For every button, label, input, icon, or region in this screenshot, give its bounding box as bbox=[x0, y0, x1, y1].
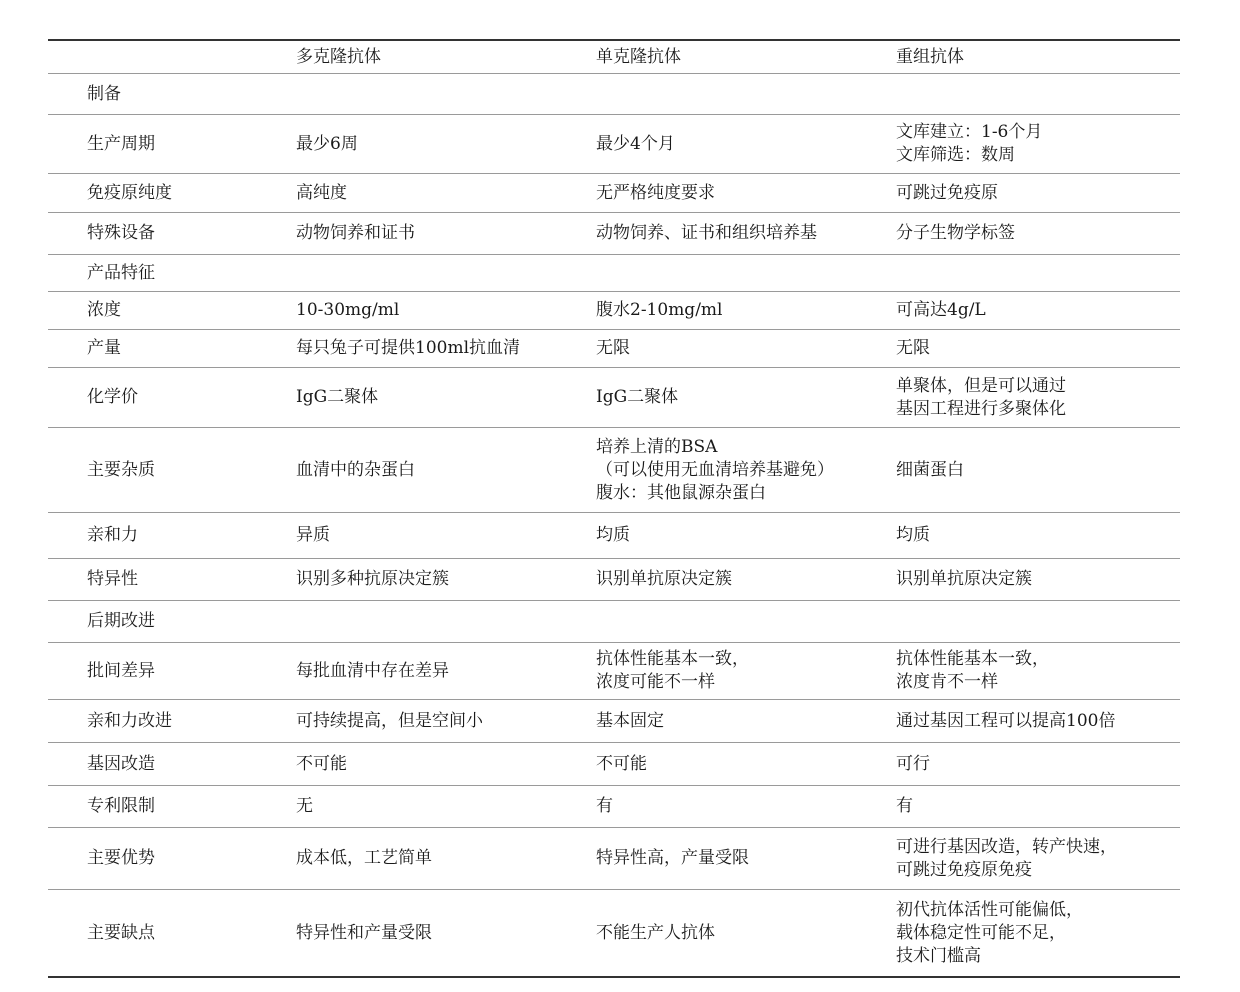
polyclonal-cell: 无 bbox=[296, 796, 313, 816]
row-label: 浓度 bbox=[87, 300, 121, 320]
header-row bbox=[48, 41, 1180, 74]
recombinant-cell: 有 bbox=[896, 796, 913, 816]
polyclonal-cell: 异质 bbox=[296, 525, 330, 545]
table-row bbox=[48, 330, 1180, 368]
table-row bbox=[48, 786, 1180, 828]
row-label: 批间差异 bbox=[87, 660, 155, 681]
recombinant-cell: 分子生物学标签 bbox=[896, 223, 1015, 243]
recombinant-cell: 均质 bbox=[896, 525, 930, 545]
recombinant-cell: 可行 bbox=[896, 753, 930, 774]
row-label: 后期改进 bbox=[87, 611, 155, 631]
polyclonal-cell: 每只兔子可提供100ml抗血清 bbox=[296, 338, 521, 358]
row-label: 基因改造 bbox=[87, 753, 155, 774]
row-label: 主要缺点 bbox=[87, 922, 155, 943]
monoclonal-cell: 培养上清的BSA （可以使用无血清培养基避免） 腹水：其他鼠源杂蛋白 bbox=[596, 436, 834, 503]
table-row bbox=[48, 513, 1180, 559]
polyclonal-cell: 每批血清中存在差异 bbox=[296, 660, 449, 681]
recombinant-cell: 通过基因工程可以提高100倍 bbox=[896, 710, 1116, 731]
row-label: 生产周期 bbox=[87, 133, 155, 154]
row-label: 产品特征 bbox=[87, 262, 155, 283]
table-row bbox=[48, 890, 1180, 976]
monoclonal-cell: 有 bbox=[596, 796, 613, 816]
polyclonal-cell: IgG二聚体 bbox=[296, 387, 379, 407]
table-row bbox=[48, 255, 1180, 292]
table-row bbox=[48, 700, 1180, 743]
header-cell-recombinant: 重组抗体 bbox=[896, 46, 964, 67]
row-label: 专利限制 bbox=[87, 796, 155, 816]
table-row bbox=[48, 292, 1180, 330]
monoclonal-cell: 均质 bbox=[596, 525, 630, 545]
polyclonal-cell: 不可能 bbox=[296, 753, 347, 774]
recombinant-cell: 抗体性能基本一致， 浓度肯不一样 bbox=[896, 649, 1049, 692]
polyclonal-cell: 高纯度 bbox=[296, 182, 347, 203]
monoclonal-cell: IgG二聚体 bbox=[596, 387, 679, 407]
polyclonal-cell: 动物饲养和证书 bbox=[296, 223, 415, 243]
recombinant-cell: 文库建立：1-6个月 文库筛选：数周 bbox=[896, 122, 1043, 165]
polyclonal-cell: 最少6周 bbox=[296, 133, 358, 154]
recombinant-cell: 细菌蛋白 bbox=[896, 459, 964, 480]
polyclonal-cell: 可持续提高，但是空间小 bbox=[296, 710, 483, 731]
row-label: 主要杂质 bbox=[87, 459, 155, 480]
monoclonal-cell: 不可能 bbox=[596, 753, 647, 774]
table-body bbox=[48, 74, 1180, 976]
monoclonal-cell: 识别单抗原决定簇 bbox=[596, 569, 732, 589]
polyclonal-cell: 识别多种抗原决定簇 bbox=[296, 569, 449, 589]
table-row bbox=[48, 643, 1180, 700]
row-label: 特殊设备 bbox=[87, 223, 155, 243]
polyclonal-cell: 血清中的杂蛋白 bbox=[296, 459, 415, 480]
table-row bbox=[48, 174, 1180, 213]
comparison-table bbox=[48, 39, 1180, 978]
recombinant-cell: 单聚体，但是可以通过 基因工程进行多聚体化 bbox=[896, 375, 1066, 419]
table-row bbox=[48, 559, 1180, 601]
row-label: 亲和力 bbox=[87, 525, 138, 545]
recombinant-cell: 识别单抗原决定簇 bbox=[896, 569, 1032, 589]
monoclonal-cell: 腹水2-10mg/ml bbox=[596, 300, 723, 320]
monoclonal-cell: 最少4个月 bbox=[596, 133, 675, 154]
table-row bbox=[48, 74, 1180, 115]
monoclonal-cell: 动物饲养、证书和组织培养基 bbox=[596, 223, 817, 243]
recombinant-cell: 可进行基因改造，转产快速， 可跳过免疫原免疫 bbox=[896, 836, 1117, 880]
row-label: 化学价 bbox=[87, 387, 138, 407]
table-row bbox=[48, 213, 1180, 255]
monoclonal-cell: 特异性高，产量受限 bbox=[596, 848, 749, 868]
bottom-rule bbox=[48, 976, 1180, 978]
table-row bbox=[48, 428, 1180, 513]
monoclonal-cell: 无严格纯度要求 bbox=[596, 182, 715, 203]
polyclonal-cell: 10-30mg/ml bbox=[296, 300, 400, 320]
recombinant-cell: 可高达4g/L bbox=[896, 300, 986, 320]
recombinant-cell: 可跳过免疫原 bbox=[896, 182, 998, 203]
recombinant-cell: 初代抗体活性可能偏低， 载体稳定性可能不足， 技术门槛高 bbox=[896, 899, 1083, 966]
table-row bbox=[48, 601, 1180, 643]
monoclonal-cell: 不能生产人抗体 bbox=[596, 922, 715, 943]
header-cell-polyclonal: 多克隆抗体 bbox=[296, 46, 381, 67]
monoclonal-cell: 无限 bbox=[596, 338, 630, 358]
monoclonal-cell: 抗体性能基本一致， 浓度可能不一样 bbox=[596, 649, 749, 692]
table-row bbox=[48, 368, 1180, 428]
header-cell-monoclonal: 单克隆抗体 bbox=[596, 46, 681, 67]
table-row bbox=[48, 115, 1180, 174]
monoclonal-cell: 基本固定 bbox=[596, 710, 664, 731]
row-label: 主要优势 bbox=[87, 848, 155, 868]
row-label: 免疫原纯度 bbox=[87, 182, 172, 203]
polyclonal-cell: 特异性和产量受限 bbox=[296, 922, 432, 943]
polyclonal-cell: 成本低，工艺简单 bbox=[296, 848, 432, 868]
row-label: 产量 bbox=[87, 338, 121, 358]
recombinant-cell: 无限 bbox=[896, 338, 930, 358]
table-row bbox=[48, 828, 1180, 890]
row-label: 亲和力改进 bbox=[87, 710, 172, 731]
row-label: 制备 bbox=[87, 83, 121, 104]
table-row bbox=[48, 743, 1180, 786]
row-label: 特异性 bbox=[87, 569, 138, 589]
